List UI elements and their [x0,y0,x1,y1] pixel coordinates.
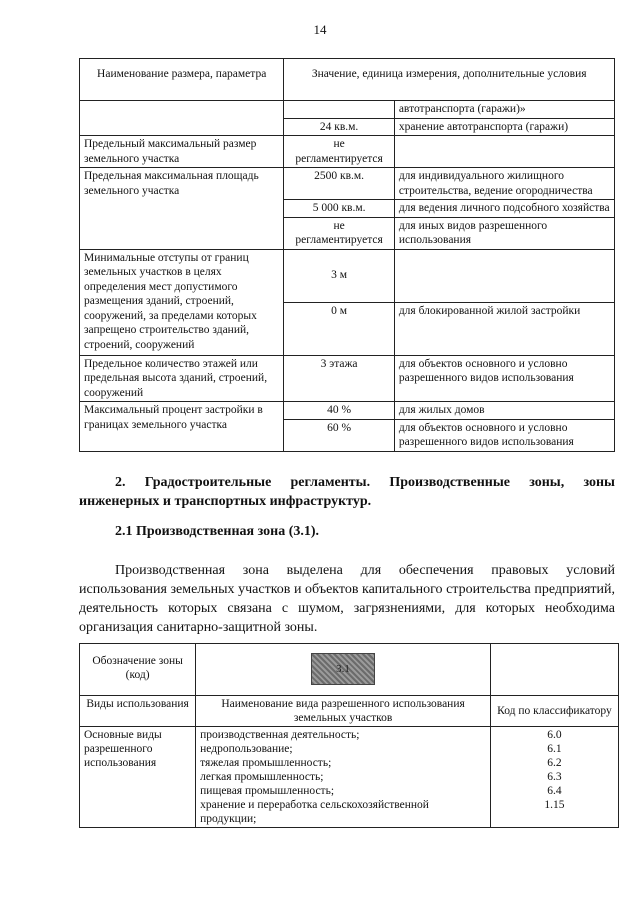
list-item: пищевая промышленность; [200,785,335,797]
table-cell: не регламентируется [284,217,394,249]
table-cell: для ведения личного подсобного хозяйства [394,200,614,218]
code-item: 1.15 [544,799,565,811]
section-heading: 2. Градостроительные регламенты. Производственные зоны, зоны инженерных и транспортных инфраструктур. [79,475,615,509]
header-parameter: Наименование размера, параметра [80,59,284,101]
code-item: 6.1 [547,743,562,755]
uses-list [196,727,491,828]
table-cell: 24 кв.м. [284,118,394,136]
table-cell: 0 м [284,302,394,355]
list-item: производственная деятельность; [200,729,360,741]
list-item: хранение и переработка сельскохозяйственной продукции; [200,799,429,825]
header-code: Код по классификатору [490,696,618,727]
row-label: Предельный максимальный размер земельного участка [80,136,284,168]
header-value: Значение, единица измерения, дополнительные условия [284,59,615,101]
zone-label: Обозначение зоны (код) [80,644,196,696]
row-label: Предельное количество этажей или предельная высота зданий, строений, сооружений [80,355,284,402]
code-item: 6.3 [547,771,562,783]
header-uses: Виды использования [80,696,196,727]
zone-code-cell [196,644,491,696]
page-number: 14 [313,22,327,37]
table-cell [490,644,618,696]
code-item: 6.4 [547,785,562,797]
table-cell: для объектов основного и условно разрешенного видов использования [394,419,614,451]
table-cell [284,101,394,119]
table-cell: для иных видов разрешенного использования [394,217,614,249]
code-item: 6.2 [547,757,562,769]
table-cell: 2500 кв.м. [284,168,394,200]
list-item: недропользование; [200,743,293,755]
table-cell: 40 % [284,402,394,420]
parameters-table [79,58,615,452]
table-cell: хранение автотранспорта (гаражи) [394,118,614,136]
table-cell: 3 м [284,249,394,302]
codes-list [490,727,618,828]
table-cell: для объектов основного и условно разрешенного видов использования [394,355,614,402]
table-cell: для блокированной жилой застройки [394,302,614,355]
list-item: тяжелая промышленность; [200,757,332,769]
table-cell: 5 000 кв.м. [284,200,394,218]
table-cell: 60 % [284,419,394,451]
zone-table [79,643,619,828]
paragraph: Производственная зона выделена для обеспечения правовых условий использования земельных участков и объектов капитального строительства предприятий, деятельность которых связана с шумом, загрязнениями, для которых необходима организация санитарно-защитной зоны. [79,563,615,635]
row-label: Минимальные отступы от границ земельных участков в целях определения мест допустимого размещения зданий, строений, сооружений, за пределами которых запрещено строительство зданий, строений, сооружений [80,249,284,355]
list-item: легкая промышленность; [200,771,324,783]
zone-code-badge: 3.1 [311,653,375,685]
table-cell: для жилых домов [394,402,614,420]
table-cell: 3 этажа [284,355,394,402]
table-cell [80,101,284,136]
subsection-heading: 2.1 Производственная зона (3.1). [115,524,320,539]
row-label: Максимальный процент застройки в границах земельного участка [80,402,284,452]
row-label: Основные виды разрешенного использования [80,727,196,828]
row-label: Предельная максимальная площадь земельного участка [80,168,284,250]
table-cell [394,249,614,302]
header-use-name: Наименование вида разрешенного использования земельных участков [196,696,491,727]
code-item: 6.0 [547,729,562,741]
table-cell: для индивидуального жилищного строительства, ведение огородничества [394,168,614,200]
table-cell: автотранспорта (гаражи)» [394,101,614,119]
table-cell [394,136,614,168]
table-cell: не регламентируется [284,136,394,168]
